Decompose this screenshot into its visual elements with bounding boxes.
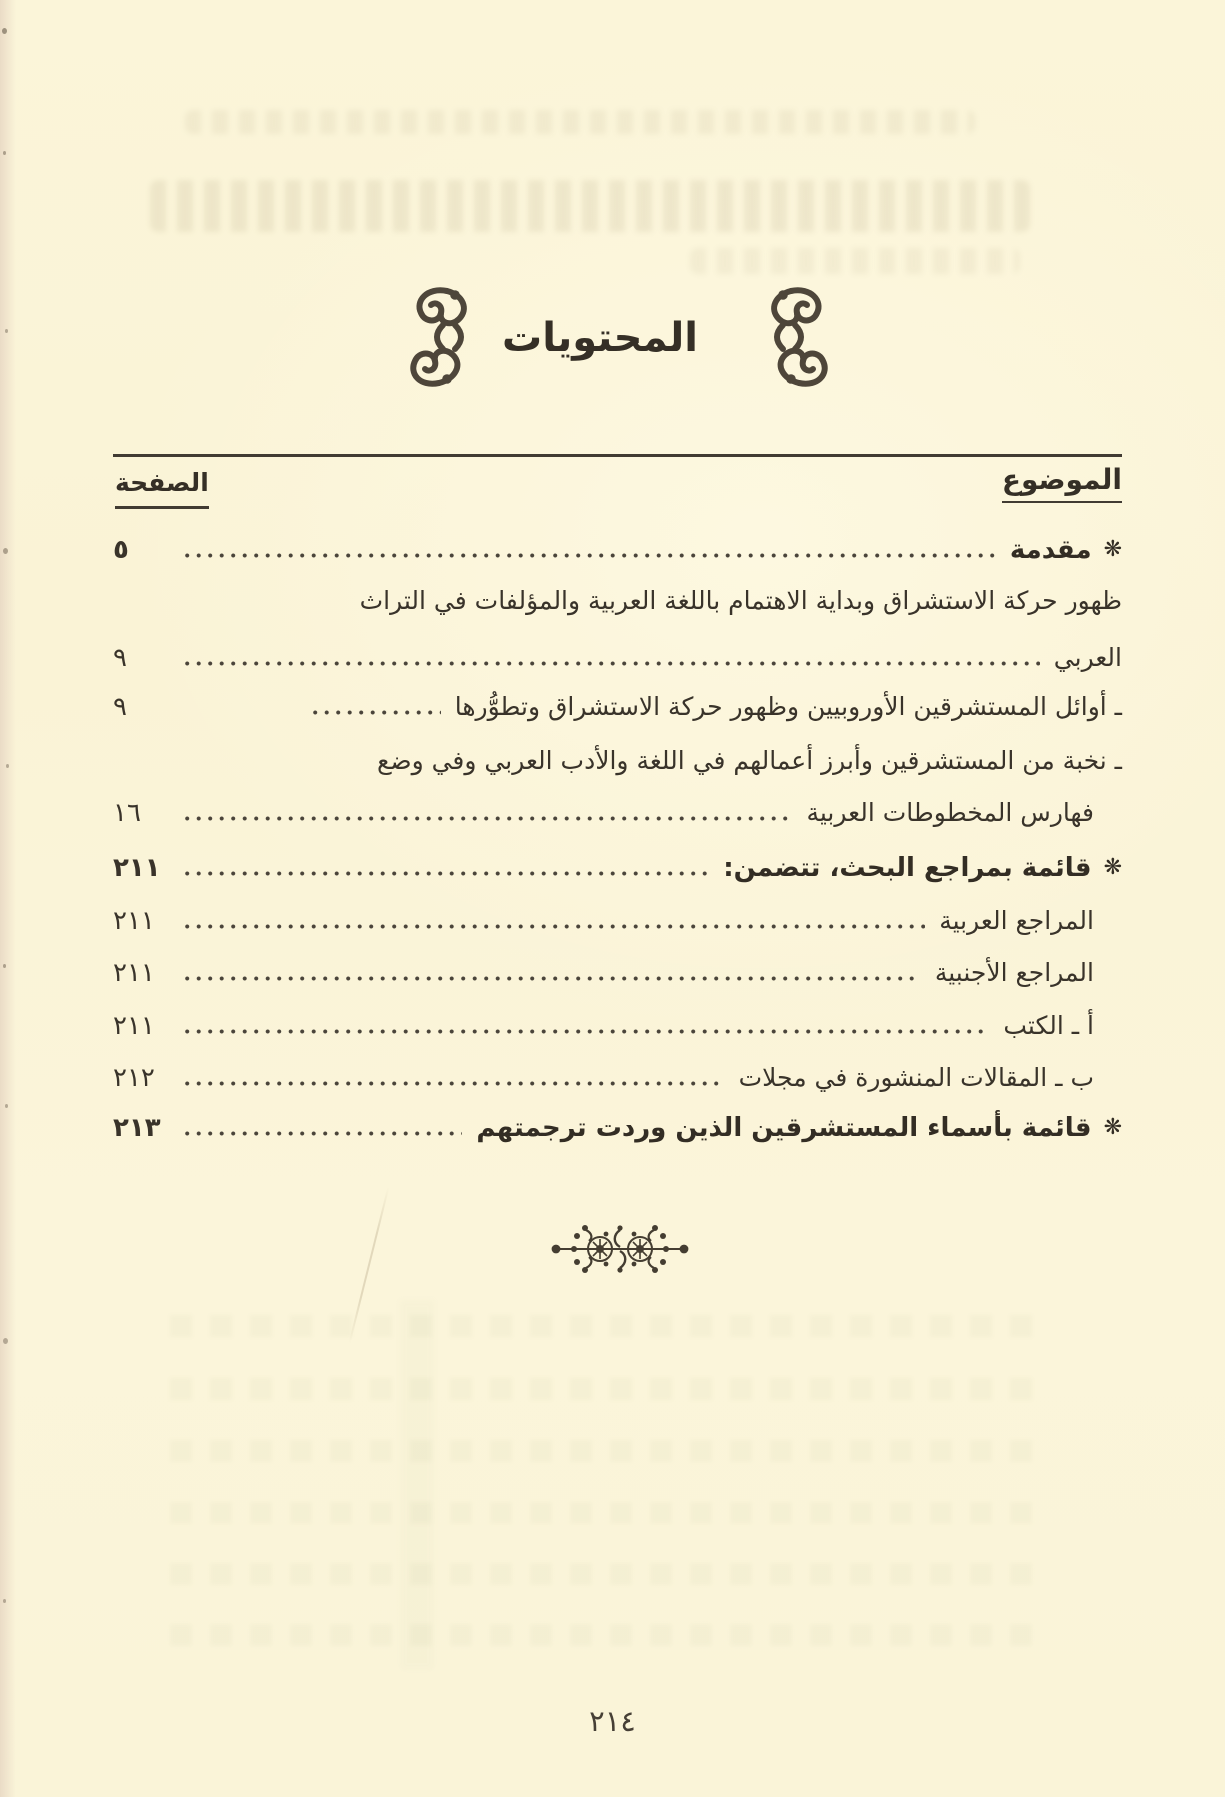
header-rule (113, 454, 1122, 457)
bleed-through-line (185, 110, 975, 134)
toc-entry (113, 1113, 1122, 1143)
bleed-through-line (690, 248, 1020, 274)
bleed-through-row (170, 1502, 1050, 1524)
column-header-page: الصفحة (115, 468, 209, 509)
toc-entry (113, 958, 1122, 988)
toc-entry-text: قائمة بمراجع البحث، تتضمن: (723, 853, 1092, 883)
toc-entry-text: المراجع الأجنبية (934, 958, 1094, 987)
toc-entry (113, 535, 1122, 565)
scan-edge-shadow (0, 0, 16, 1797)
toc-entry (113, 692, 1122, 722)
column-header-subject: الموضوع (1002, 463, 1122, 503)
toc-entry-text: العربي (1053, 643, 1122, 672)
dot-leader (313, 710, 441, 715)
dot-leader (185, 976, 921, 981)
toc-page-number: ٩ (113, 643, 127, 673)
toc-page-number: ٢١١ (113, 853, 161, 883)
toc-entry (113, 1063, 1122, 1093)
dot-leader (185, 1131, 462, 1136)
fleuron-right-icon (759, 285, 831, 389)
bleed-through-row (170, 1315, 1050, 1337)
toc-page-number: ٢١١ (113, 906, 155, 936)
dot-leader (185, 1029, 989, 1034)
toc-entry-text: فهارس المخطوطات العربية (806, 798, 1094, 827)
folio-page-number: ٢١٤ (589, 1704, 636, 1738)
bleed-through-row (170, 1563, 1050, 1585)
bleed-through-row (170, 1440, 1050, 1462)
toc-entry (113, 906, 1122, 936)
toc-entry (113, 853, 1122, 883)
dot-leader (185, 661, 1040, 666)
toc-page-number: ٢١١ (113, 1011, 155, 1041)
star-icon: ❋ (1103, 855, 1122, 880)
toc-page-number: ٢١١ (113, 958, 155, 988)
page-title: المحتويات (501, 315, 699, 361)
toc-page-number: ١٦ (113, 798, 141, 828)
dot-leader (185, 871, 709, 876)
fleuron-left-icon (407, 285, 479, 389)
title-band (0, 285, 1225, 395)
divider-ornament-icon (550, 1220, 690, 1278)
toc-entry-text: ب ـ المقالات المنشورة في مجلات (738, 1063, 1094, 1092)
bleed-through-line (150, 180, 1030, 232)
dot-leader (185, 924, 925, 929)
toc-entry-text: ظهور حركة الاستشراق وبداية الاهتمام باللغة العربية والمؤلفات في التراث (359, 586, 1122, 615)
dot-leader (185, 553, 996, 558)
toc-entry-text: المراجع العربية (939, 906, 1094, 935)
toc-entry (113, 1011, 1122, 1041)
binding-specks (2, 28, 7, 34)
toc-entry-text: ـ نخبة من المستشرقين وأبرز أعمالهم في اللغة والأدب العربي وفي وضع (377, 746, 1122, 775)
toc-entry-text: ـ أوائل المستشرقين الأوروبيين وظهور حركة الاستشراق وتطوُّرها (454, 692, 1122, 721)
toc-page-number: ٥ (113, 535, 129, 565)
toc-page-number: ٢١٣ (113, 1113, 161, 1143)
toc-page-number: ٢١٢ (113, 1063, 155, 1093)
toc-entry (113, 643, 1122, 673)
bleed-through-column (400, 1300, 434, 1670)
dot-leader (185, 1081, 725, 1086)
toc-entry (113, 746, 1122, 775)
toc-entry (113, 586, 1122, 615)
toc-entry-text: قائمة بأسماء المستشرقين الذين وردت ترجمتهم (476, 1113, 1092, 1143)
bleed-through-row (170, 1378, 1050, 1400)
toc-page-number: ٩ (113, 692, 127, 722)
star-icon: ❋ (1103, 537, 1122, 562)
dot-leader (185, 816, 792, 821)
star-icon: ❋ (1103, 1115, 1122, 1140)
toc-entry-text: مقدمة (1009, 535, 1092, 565)
bleed-through-row (170, 1624, 1050, 1646)
toc-entry (113, 798, 1122, 828)
toc-entry-text: أ ـ الكتب (1003, 1011, 1094, 1040)
